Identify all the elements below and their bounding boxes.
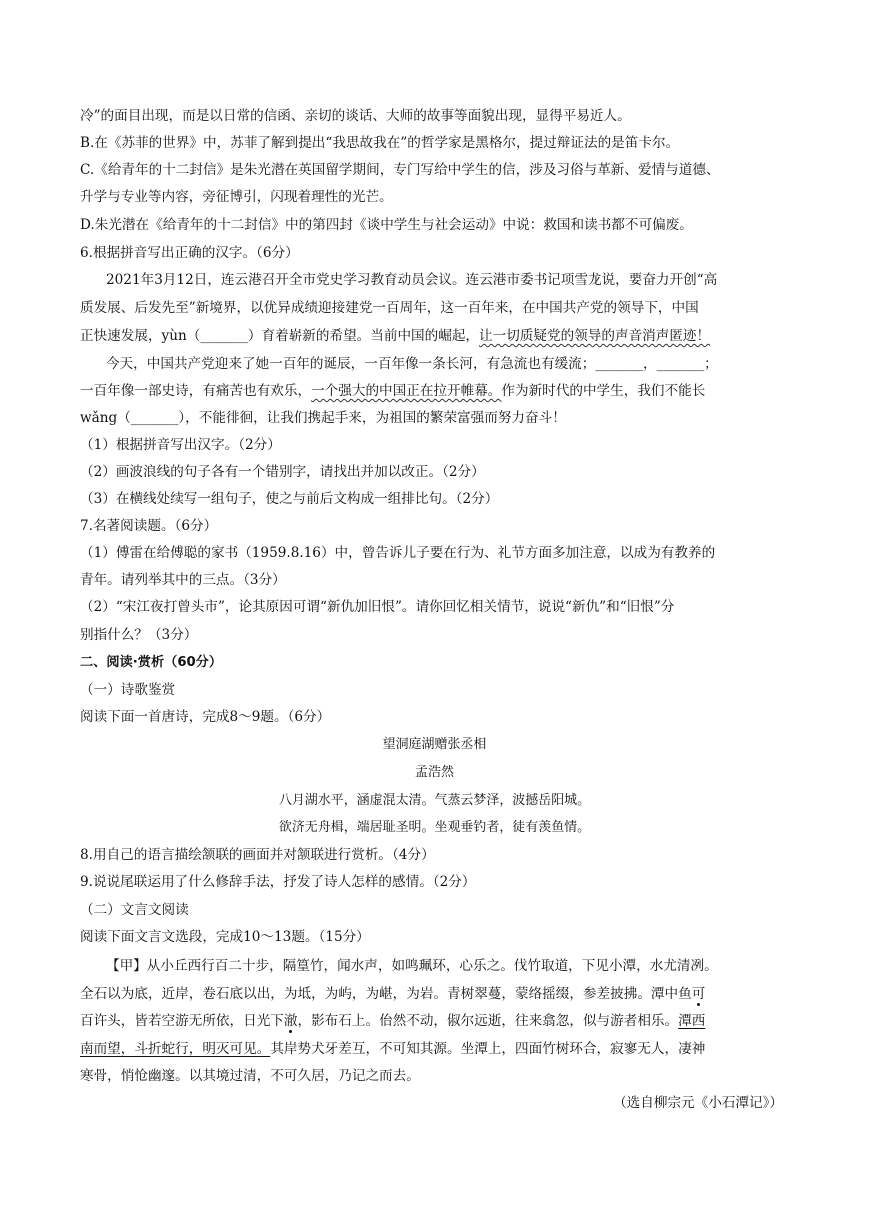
question-9: 9.说说尾联运用了什么修辞手法，抒发了诗人怎样的感情。（2分） — [80, 874, 476, 890]
option-b: B.在《苏菲的世界》中，苏菲了解到提出“我思故我在”的哲学家是黑格尔，提过辩证法的是笛卡尔。 — [80, 135, 680, 151]
q6-passage-line: 今天，中国共产党迎来了她一百年的诞辰，一百年像一条长河，有急流也有缓流；_______，_______； — [106, 356, 718, 372]
q7-subquestion-2: （2）“宋江夜打曾头市”，论其原因可谓“新仇加旧恨”。请你回忆相关情节，说说“新仇”和“旧恨”分 — [80, 599, 675, 615]
poem-line: 欲济无舟楫，端居耻圣明。坐观垂钓者，徒有羡鱼情。 — [278, 820, 591, 835]
q7-subquestion-1-cont: 青年。请列举其中的三点。（3分） — [80, 572, 286, 588]
poem-author: 孟浩然 — [415, 765, 454, 780]
passage-text: 其岸势犬牙差互，不可知其源。坐潭上，四面竹树环合，寂寥无人，凄神 — [270, 1041, 706, 1057]
option-c-line1: C.《给青年的十二封信》是朱光潜在英国留学期间，专门写给中学生的信，涉及习俗与革新、爱情与道德、 — [80, 162, 720, 178]
option-a-tail: 冷”的面目出现，而是以日常的信函、亲切的谈话、大师的故事等面貌出现，显得平易近人。 — [80, 108, 631, 124]
q6-passage-line: 质发展、后发先至”新境界，以优异成绩迎接建党一百周年，这一百年来，在中国共产党的领导下，中国 — [80, 300, 699, 316]
passage-jia-line: 寒骨，悄怆幽邃。以其境过清，不可久居，乃记之而去。 — [80, 1068, 420, 1084]
section-2-heading: 二、阅读·赏析（60分） — [80, 655, 223, 670]
passage-text: ，影布石上。佁然不动，俶尔远逝，往来翕忽，似与游者相乐。 — [297, 1013, 679, 1029]
option-c-line2: 升学与专业等内容，旁征博引，闪现着理性的光芒。 — [80, 189, 393, 205]
poem-title: 望洞庭湖赠张丞相 — [382, 737, 487, 752]
passage-jia-line — [80, 1011, 705, 1031]
poetry-intro: 阅读下面一首唐诗，完成8～9题。（6分） — [80, 709, 331, 725]
classical-intro: 阅读下面文言文选段，完成10～13题。（15分） — [80, 929, 370, 945]
q6-passage-line — [80, 326, 710, 346]
q6-passage-line — [80, 381, 705, 401]
passage-jia-line — [80, 984, 705, 1004]
passage-jia-line — [80, 1039, 705, 1059]
wavy-underlined-sentence: 一个强大的中国正在拉开帷幕。 — [311, 383, 502, 399]
q7-subquestion-1: （1）傅雷在给傅聪的家书（1959.8.16）中，曾告诉儿子要在行为、礼节方面多加注意，以成为有教养的 — [80, 545, 716, 561]
option-d: D.朱光潜在《给青年的十二封信》中的第四封《谈中学生与社会运动》中说：救国和读书都不可偏废。 — [80, 217, 693, 233]
passage-source: （选自柳宗元《小石潭记》） — [613, 1095, 783, 1111]
poetry-subheading: （一）诗歌鉴赏 — [80, 682, 176, 698]
q7-subquestion-2-cont: 别指什么？（3分） — [80, 627, 198, 643]
poem-line: 八月湖水平，涵虚混太清。气蒸云梦泽，波撼岳阳城。 — [278, 793, 591, 808]
question-6-title: 6.根据拼音写出正确的汉字。（6分） — [80, 245, 299, 261]
underlined-sentence: 南而望，斗折蛇行，明灭可见。 — [80, 1041, 271, 1057]
dotted-character: 可 — [691, 986, 706, 1002]
dotted-character: 澈 — [283, 1013, 298, 1029]
q6-passage-line: wǎng（_______），不能徘徊，让我们携起手来，为祖国的繁荣富强而努力奋斗！ — [80, 410, 566, 426]
q6-subquestion-2: （2）画波浪线的句子各有一个错别字，请找出并加以改正。（2分） — [80, 464, 485, 480]
q6-text: 正快速发展，yùn（_______）育着崭新的希望。当前中国的崛起， — [80, 328, 480, 344]
q6-subquestion-1: （1）根据拼音写出汉字。（2分） — [80, 437, 281, 453]
q6-passage-line: 2021年3月12日，连云港召开全市党史学习教育动员会议。连云港市委书记项雪龙说，要奋力开创“高 — [106, 272, 718, 288]
underlined-sentence: 潭西 — [678, 1013, 706, 1029]
question-7-title: 7.名著阅读题。（6分） — [80, 518, 218, 534]
question-8: 8.用自己的语言描绘颔联的画面并对颔联进行赏析。（4分） — [80, 847, 435, 863]
q6-text: 一百年像一部史诗，有痛苦也有欢乐， — [80, 383, 312, 399]
classical-subheading: （二）文言文阅读 — [80, 902, 189, 918]
wavy-underlined-sentence: 让一切质疑党的领导的声音消声匿迹！ — [479, 328, 711, 344]
q6-subquestion-3: （3）在横线处续写一组句子，使之与前后文构成一组排比句。（2分） — [80, 491, 499, 507]
q6-text: 作为新时代的中学生，我们不能长 — [501, 383, 706, 399]
passage-jia-line: 【甲】从小丘西行百二十步，隔篁竹，闻水声，如鸣珮环，心乐之。伐竹取道，下见小潭，水尤清冽。 — [106, 958, 718, 974]
passage-text: 全石以为底，近岸，卷石底以出，为坻，为屿，为嵁，为岩。青树翠蔓，蒙络摇缀，参差披拂。潭中鱼 — [80, 986, 692, 1002]
passage-text: 百许头，皆若空游无所依，日光下 — [80, 1013, 284, 1029]
